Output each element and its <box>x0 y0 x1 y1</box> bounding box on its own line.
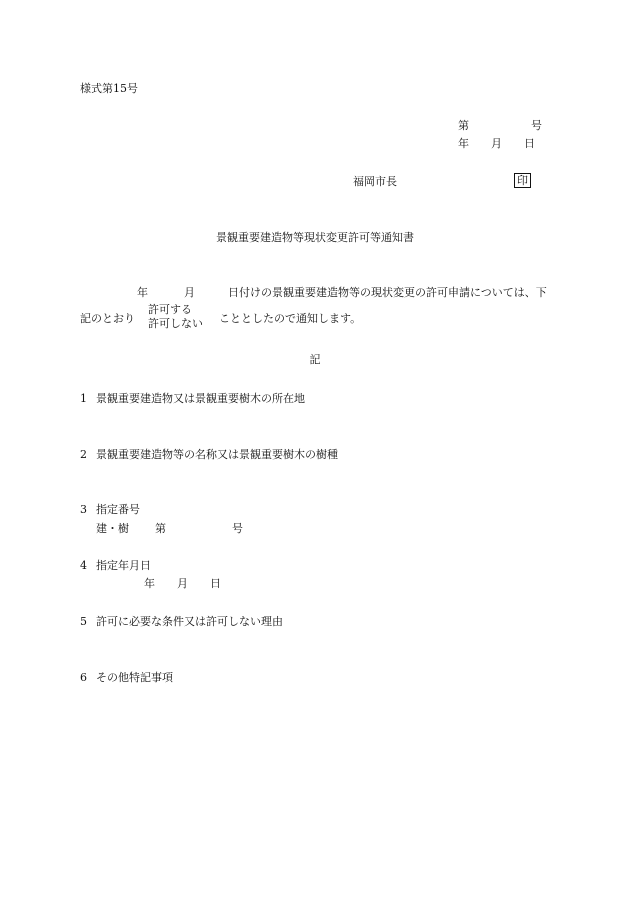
item-3 <box>80 503 140 516</box>
body-line1-text: 日付けの景観重要建造物等の現状変更の許可申請については、下 <box>228 286 547 299</box>
item-label: 指定番号 <box>96 503 140 516</box>
item-label: 景観重要建造物又は景観重要樹木の所在地 <box>96 392 305 405</box>
issue-date-year: 年 <box>458 137 469 150</box>
item-1 <box>80 392 305 405</box>
item-number: 6 <box>80 671 87 684</box>
seal-box: 印 <box>514 173 531 188</box>
issue-date <box>458 137 535 150</box>
designation-date <box>144 577 221 590</box>
body-line-2-suffix: こととしたので通知します。 <box>219 312 362 325</box>
item-label: 指定年月日 <box>96 559 151 572</box>
issuer-name: 福岡市長 <box>353 175 397 188</box>
item-2 <box>80 448 338 461</box>
document-number-prefix: 第 <box>458 119 469 132</box>
designation-number <box>96 522 243 535</box>
designation-type: 建・樹 <box>96 522 129 535</box>
item-number: 5 <box>80 615 87 628</box>
document-title: 景観重要建造物等現状変更許可等通知書 <box>216 231 414 244</box>
designation-suffix: 号 <box>232 522 243 535</box>
choice-deny: 許可しない <box>148 317 203 330</box>
form-number: 様式第15号 <box>80 82 138 95</box>
item-4 <box>80 559 151 572</box>
item-6 <box>80 671 173 684</box>
choice-permit: 許可する <box>148 303 192 316</box>
designation-date-day: 日 <box>210 577 221 590</box>
item-label: その他特記事項 <box>96 671 173 684</box>
item-number: 1 <box>80 392 87 405</box>
body-year: 年 <box>137 286 148 299</box>
item-number: 3 <box>80 503 87 516</box>
ki-heading: 記 <box>309 353 321 366</box>
document-number-suffix: 号 <box>531 119 542 132</box>
designation-date-month: 月 <box>177 577 188 590</box>
item-number: 2 <box>80 448 87 461</box>
body-line-1 <box>137 286 547 299</box>
designation-prefix: 第 <box>155 522 166 535</box>
body-month: 月 <box>184 286 195 299</box>
item-5 <box>80 615 283 628</box>
issue-date-month: 月 <box>491 137 502 150</box>
body-line-2-prefix: 記のとおり <box>80 312 135 325</box>
permit-choice <box>148 303 203 331</box>
issue-date-day: 日 <box>524 137 535 150</box>
item-number: 4 <box>80 559 87 572</box>
document-number <box>458 119 542 132</box>
item-label: 景観重要建造物等の名称又は景観重要樹木の樹種 <box>96 448 338 461</box>
item-label: 許可に必要な条件又は許可しない理由 <box>96 615 283 628</box>
designation-date-year: 年 <box>144 577 155 590</box>
